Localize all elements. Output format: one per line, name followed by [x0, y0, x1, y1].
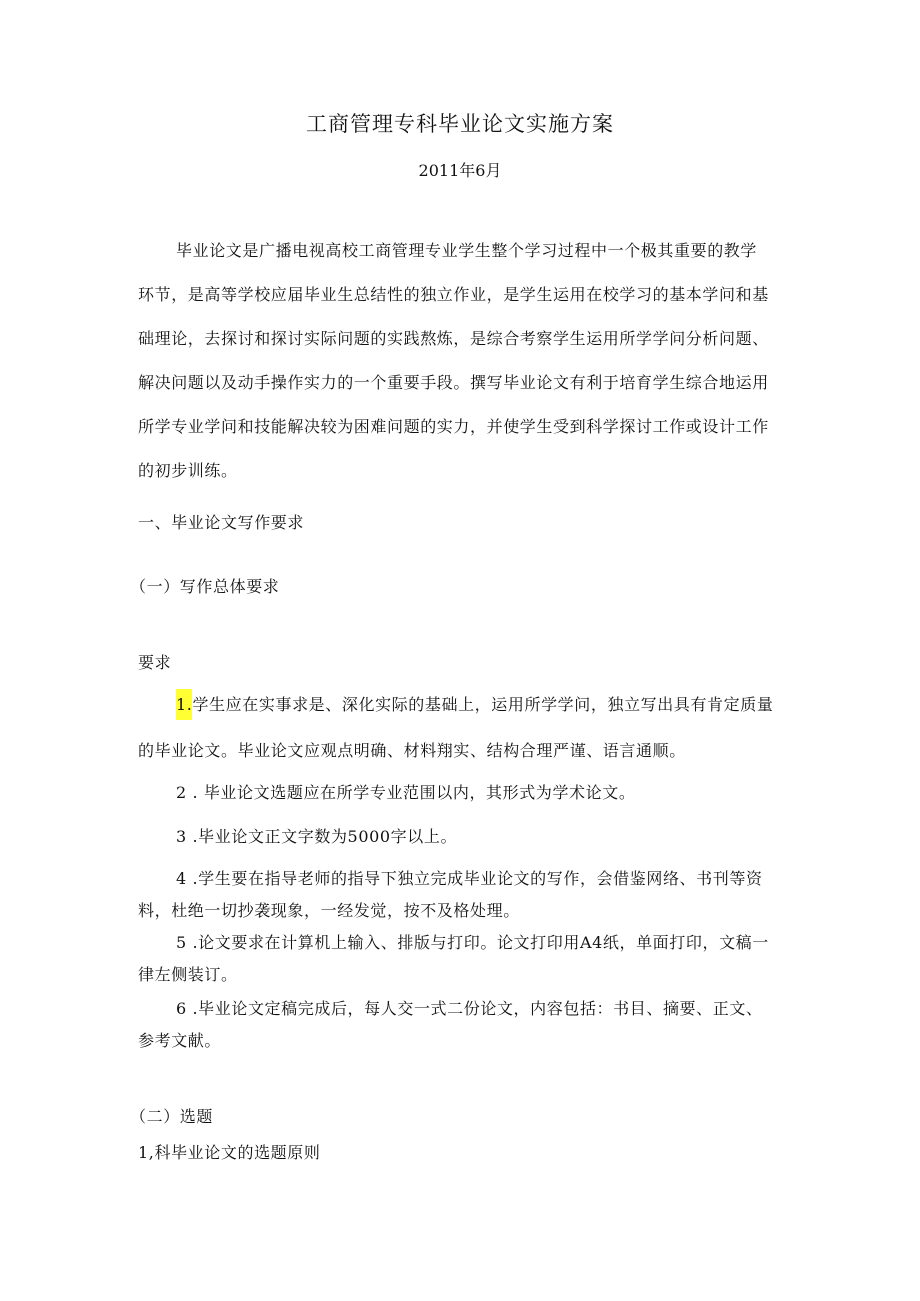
requirement-item-5: 5 .论文要求在计算机上输入、排版与打印。论文打印用A4纸，单面打印，文稿一	[176, 933, 769, 952]
intro-line: 所学专业学问和技能解决较为困难问题的实力，并使学生受到科学探讨工作或设计工作	[138, 417, 769, 436]
intro-line: 解决问题以及动手操作实力的一个重要手段。撰写毕业论文有利于培育学生综合地运用	[138, 373, 769, 392]
subsection-heading-2: （二）选题	[130, 1107, 214, 1126]
requirement-item-4: 4 .学生要在指导老师的指导下独立完成毕业论文的写作，会借鉴网络、书刊等资	[176, 869, 763, 888]
subsection-item-1: 1,科毕业论文的选题原则	[138, 1143, 321, 1162]
subsection-heading-1: （一）写作总体要求	[130, 577, 280, 596]
intro-line: 环节，是高等学校应届毕业生总结性的独立作业，是学生运用在校学习的基本学问和基	[138, 285, 769, 304]
intro-line: 毕业论文是广播电视高校工商管理专业学生整个学习过程中一个极其重要的教学	[176, 241, 758, 260]
document-title: 工商管理专科毕业论文实施方案	[306, 112, 614, 136]
section-heading-1: 一、毕业论文写作要求	[138, 513, 305, 532]
requirement-item-6-cont: 参考文献。	[138, 1031, 222, 1050]
requirement-item-1	[176, 692, 773, 715]
requirement-item-2: 2 . 毕业论文选题应在所学专业范围以内，其形式为学术论文。	[176, 783, 636, 802]
requirement-text: 学生应在实事求是、深化实际的基础上，运用所学学问，独立写出具有肯定质量	[192, 695, 774, 714]
requirement-item-5-cont: 律左侧装订。	[138, 965, 238, 984]
document-date: 2011年6月	[418, 161, 502, 180]
requirements-heading: 要求	[138, 653, 172, 672]
requirement-item-4-cont: 料，杜绝一切抄袭现象，一经发觉，按不及格处理。	[138, 901, 520, 920]
requirement-item-1-cont: 的毕业论文。毕业论文应观点明确、材料翔实、结构合理严谨、语言通顺。	[138, 741, 686, 760]
intro-line: 的初步训练。	[138, 461, 238, 480]
highlighted-number: 1.	[176, 689, 192, 720]
intro-line: 础理论，去探讨和探讨实际问题的实践熬炼，是综合考察学生运用所学学问分析问题、	[138, 329, 769, 348]
requirement-item-6: 6 .毕业论文定稿完成后，每人交一式二份论文，内容包括：书目、摘要、正文、	[176, 999, 763, 1018]
requirement-item-3: 3 .毕业论文正文字数为5000字以上。	[176, 827, 458, 846]
